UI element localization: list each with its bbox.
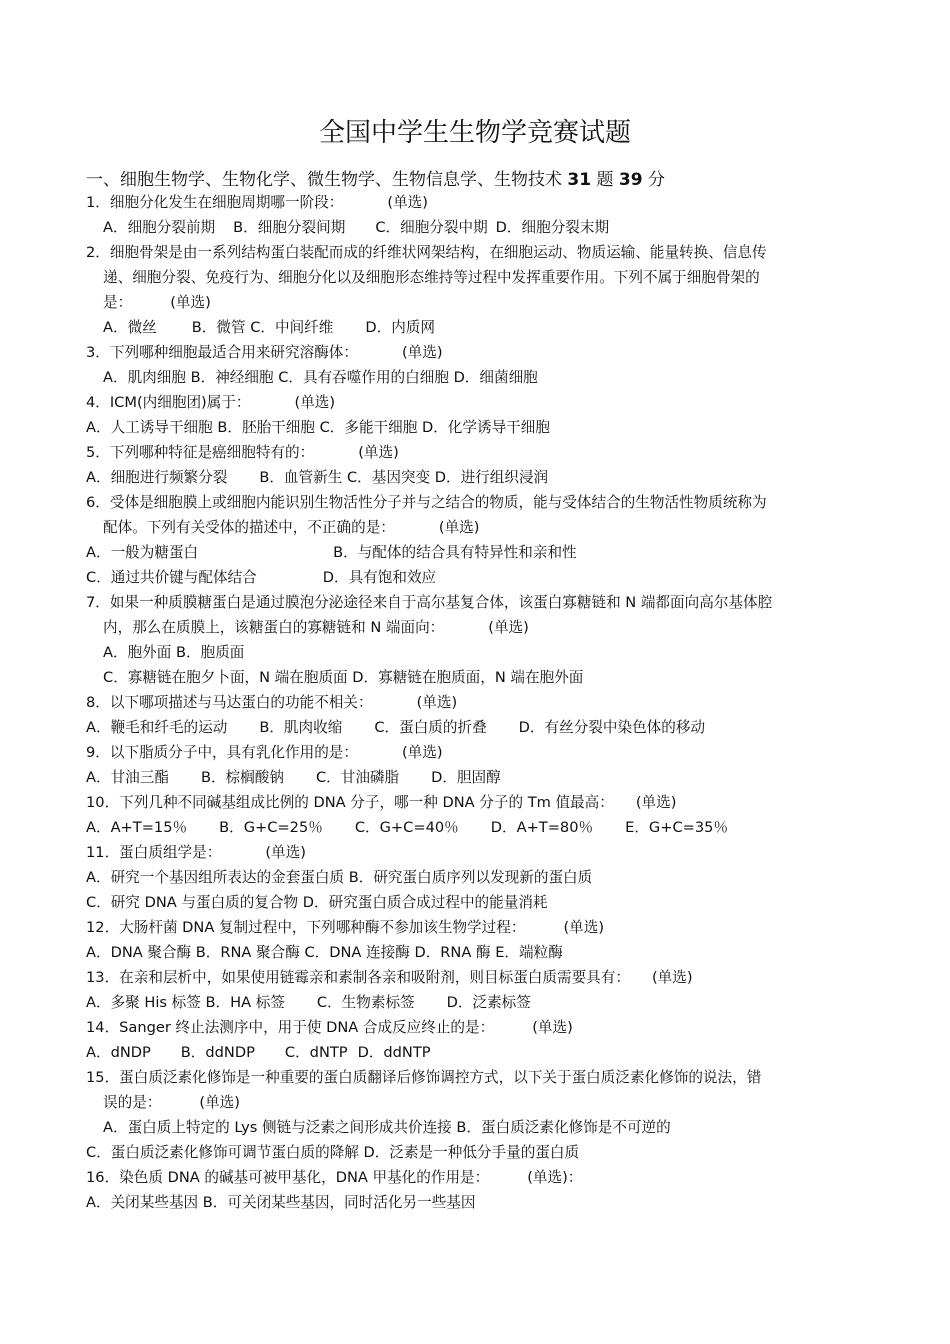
question-line [86, 365, 866, 390]
section-heading-suffix: 分 [642, 170, 665, 190]
line-segment: D．有丝分裂中染色体的移动 [518, 719, 706, 736]
line-segment: D．ddNTP [357, 1044, 431, 1061]
question-line [86, 390, 866, 415]
question-line [86, 240, 866, 265]
line-segment: A．dNDP [86, 1044, 151, 1061]
question-line [86, 915, 866, 940]
line-segment: (单选) [635, 794, 677, 811]
line-segment: 11．蛋白质组学是： [86, 844, 222, 861]
line-segment: B．棕榈酸钠 [200, 769, 284, 786]
line-segment: A．蛋白质上特定的 Lys 侧链与泛素之间形成共价连接 B．蛋白质泛素化修饰是不可逆的 [103, 1119, 671, 1136]
question-line [86, 990, 866, 1015]
line-segment: A．胞外面 B．胞质面 [103, 644, 245, 661]
question-line [86, 1190, 866, 1215]
question-line [86, 340, 866, 365]
question-line [86, 690, 866, 715]
line-segment: C．甘油磷脂 [315, 769, 400, 786]
line-segment: (单选) [387, 194, 428, 211]
line-segment: 配体。下列有关受体的描述中，不正确的是： [103, 519, 395, 536]
line-segment: D．泛素标签 [446, 994, 531, 1011]
section-heading [86, 165, 665, 190]
line-segment: B．血管新生 C．基因突变 D．进行组织浸润 [259, 469, 549, 486]
question-line [86, 940, 866, 965]
question-line [86, 465, 866, 490]
line-segment: A．关闭某些基因 B．可关闭某些基因，同时活化另一些基因 [86, 1194, 476, 1211]
line-segment: B．G+C=25％ [219, 819, 323, 836]
question-line [86, 265, 866, 290]
line-segment: (单选) [651, 969, 693, 986]
line-segment: B．微管 C．中间纤维 [191, 319, 334, 336]
question-list [86, 190, 866, 1215]
question-line [86, 565, 866, 590]
line-segment: (单选) [199, 1094, 240, 1111]
question-line [86, 415, 866, 440]
line-segment: (单选) [401, 344, 443, 361]
section-heading-prefix: 一、细胞生物学、生物化学、微生物学、生物信息学、生物技术 [86, 170, 568, 190]
line-segment: 10．下列几种不同碱基组成比例的 DNA 分子，哪一种 DNA 分子的 Tm 值最高： [86, 794, 614, 811]
line-segment: D．细胞分裂末期 [495, 219, 610, 236]
line-segment: 4．ICM(内细胞团)属于： [86, 394, 251, 411]
question-line [86, 615, 866, 640]
question-line [86, 1065, 866, 1090]
line-segment: A．细胞进行频繁分裂 [86, 469, 228, 486]
line-segment: A．研究一个基因组所表达的金套蛋白质 B．研究蛋白质序列以发现新的蛋白质 [86, 869, 593, 886]
question-line [86, 1015, 866, 1040]
question-line [86, 665, 866, 690]
line-segment: A．多聚 His 标签 B．HA 标签 [86, 994, 285, 1011]
line-segment: A．人工诱导干细胞 B．胚胎干细胞 C．多能干细胞 D．化学诱导干细胞 [86, 419, 550, 436]
line-segment: 13．在亲和层析中，如果使用链霉亲和素制各亲和吸附剂，则目标蛋白质需要具有： [86, 969, 630, 986]
line-segment: 8．以下哪项描述与马达蛋白的功能不相关： [86, 694, 373, 711]
line-segment: A．微丝 [103, 319, 157, 336]
line-segment: 误的是： [103, 1094, 162, 1111]
line-segment: (单选) [488, 619, 529, 636]
line-segment: B．细胞分裂间期 [233, 219, 346, 236]
question-line [86, 1140, 866, 1165]
line-segment: A．一般为糖蛋白 [86, 544, 199, 561]
line-segment: C．蛋白质泛素化修饰可调节蛋白质的降解 D．泛素是一种低分手量的蛋白质 [86, 1144, 580, 1161]
line-segment: D．内质网 [365, 319, 435, 336]
line-segment: 5．下列哪种特征是癌细胞特有的： [86, 444, 315, 461]
line-segment: C．细胞分裂中期 [375, 219, 488, 236]
question-line [86, 840, 866, 865]
line-segment: C．蛋白质的折叠 [374, 719, 487, 736]
line-segment: D．A+T=80％ [490, 819, 594, 836]
question-line [86, 1165, 866, 1190]
question-line [86, 890, 866, 915]
line-segment: A．细胞分裂前期 [103, 219, 216, 236]
line-segment: 是： [103, 294, 133, 311]
question-line [86, 540, 866, 565]
question-line [86, 490, 866, 515]
question-line [86, 290, 866, 315]
section-score: 39 [618, 170, 643, 190]
question-line [86, 865, 866, 890]
question-line [86, 215, 866, 240]
question-line [86, 1040, 866, 1065]
question-line [86, 740, 866, 765]
line-segment: C．研究 DNA 与蛋白质的复合物 D．研究蛋白质合成过程中的能量消耗 [86, 894, 548, 911]
section-heading-mid: 题 [591, 170, 619, 190]
section-question-count: 31 [567, 170, 592, 190]
line-segment: 16．染色质 DNA 的碱基可被甲基化，DNA 甲基化的作用是： [86, 1169, 490, 1186]
line-segment: 6．受体是细胞膜上或细胞内能识别生物活性分子并与之结合的物质，能与受体结合的生物活性物质统称为 [86, 494, 767, 511]
question-line [86, 590, 866, 615]
line-segment: C．G+C=40％ [354, 819, 459, 836]
line-segment: 递、细胞分裂、免疫行为、细胞分化以及细胞形态维持等过程中发挥重要作用。下列不属于细胞骨架的 [103, 269, 760, 286]
question-line [86, 640, 866, 665]
question-line [86, 1090, 866, 1115]
line-segment: C．dNTP [284, 1044, 348, 1061]
line-segment: A．鞭毛和纤毛的运动 [86, 719, 228, 736]
line-segment: (单选) [401, 744, 443, 761]
question-line [86, 790, 866, 815]
line-segment: 7．如果一种质膜糖蛋白是通过膜泡分泌途径来自于高尔基复合体，该蛋白寡糖链和 N 端都面向高尔基体腔 [86, 594, 773, 611]
line-segment: 12．大肠杆菌 DNA 复制过程中，下列哪种酶不参加该生物学过程： [86, 919, 526, 936]
line-segment: C．寡糖链在胞夕卜面，N 端在胞质面 D．寡糖链在胞质面，N 端在胞外面 [103, 669, 584, 686]
line-segment: E．G+C=35％ [625, 819, 729, 836]
line-segment: (单选) [438, 519, 480, 536]
question-line [86, 515, 866, 540]
line-segment: 3．下列哪种细胞最适合用来研究溶酶体： [86, 344, 358, 361]
line-segment: (单选) [294, 394, 336, 411]
question-line [86, 315, 866, 340]
line-segment: (单选) [416, 694, 458, 711]
line-segment: (单选) [265, 844, 306, 861]
line-segment: (单选) [170, 294, 211, 311]
line-segment: (单选)： [527, 1169, 583, 1186]
line-segment: B．与配体的结合具有特异性和亲和性 [333, 544, 577, 561]
line-segment: B．肌肉收缩 [259, 719, 343, 736]
line-segment: 内，那么在质膜上，该糖蛋白的寡糖链和 N 端面向： [103, 619, 445, 636]
question-line [86, 815, 866, 840]
question-line [86, 440, 866, 465]
line-segment: A．A+T=15％ [86, 819, 188, 836]
line-segment: 14．Sanger 终止法测序中，用于使 DNA 合成反应终止的是： [86, 1019, 495, 1036]
question-line [86, 190, 866, 215]
line-segment: 2．细胞骨架是由一系列结构蛋白装配而成的纤维状网架结构，在细胞运动、物质运输、能量转换、信息传 [86, 244, 767, 261]
question-line [86, 765, 866, 790]
line-segment: C．生物素标签 [316, 994, 415, 1011]
page-title: 全国中学生生物学竞赛试题 [318, 118, 631, 148]
question-line [86, 965, 866, 990]
question-line [86, 1115, 866, 1140]
line-segment: A．肌肉细胞 B．神经细胞 C．具有吞噬作用的白细胞 D．细菌细胞 [103, 369, 538, 386]
line-segment: B．ddNDP [180, 1044, 255, 1061]
line-segment: (单选) [358, 444, 399, 461]
line-segment: D．具有饱和效应 [322, 569, 437, 586]
question-line [86, 715, 866, 740]
line-segment: A．甘油三酯 [86, 769, 169, 786]
line-segment: (单选) [532, 1019, 573, 1036]
line-segment: 9．以下脂质分子中，具有乳化作用的是： [86, 744, 358, 761]
line-segment: D．胆固醇 [431, 769, 501, 786]
line-segment: (单选) [563, 919, 605, 936]
line-segment: 15．蛋白质泛素化修饰是一种重要的蛋白质翻译后修饰调控方式，以下关于蛋白质泛素化修饰的说法，错 [86, 1069, 762, 1086]
line-segment: 1．细胞分化发生在细胞周期哪一阶段： [86, 194, 344, 211]
line-segment: C．通过共价键与配体结合 [86, 569, 257, 586]
line-segment: A．DNA 聚合酶 B．RNA 聚合酶 C．DNA 连接酶 D．RNA 酶 E．端粒酶 [86, 944, 563, 961]
